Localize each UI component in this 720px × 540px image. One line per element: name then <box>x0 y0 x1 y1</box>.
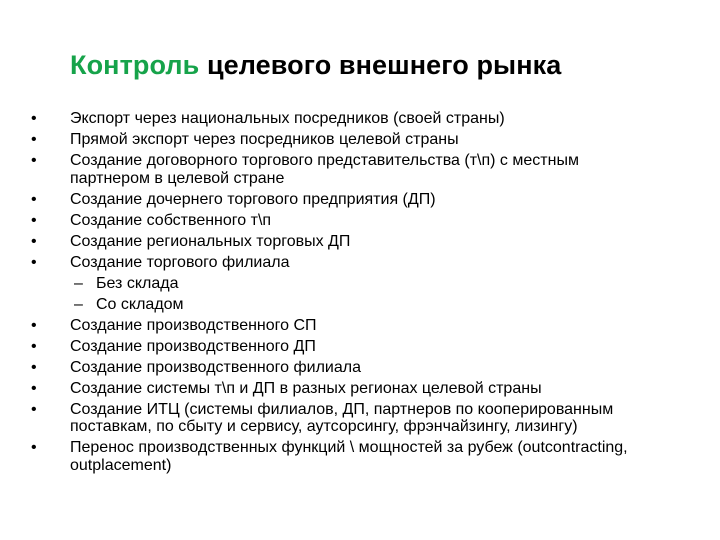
list-item <box>0 131 720 149</box>
list-item-text: Создание дочернего торгового предприятия (ДП) <box>70 190 436 208</box>
sub-list-item <box>0 296 720 314</box>
bullet-list <box>0 110 720 478</box>
bullet-marker: • <box>31 337 37 355</box>
list-item <box>0 152 720 187</box>
list-item-text: Создание региональных торговых ДП <box>70 232 351 250</box>
dash-marker: – <box>74 274 83 292</box>
bullet-marker: • <box>31 379 37 397</box>
bullet-marker: • <box>31 358 37 376</box>
bullet-marker: • <box>31 110 37 127</box>
dash-marker: – <box>74 295 83 313</box>
title-rest: целевого внешнего рынка <box>199 50 562 80</box>
list-item <box>0 254 720 272</box>
list-item-text: Экспорт через национальных посредников (своей страны) <box>70 110 505 127</box>
list-item-text: Создание ИТЦ (системы филиалов, ДП, партнеров по кооперированным поставкам, по сбыту и сервису, аутсорсингу, фрэнчайзингу, лизингу) <box>70 400 614 435</box>
bullet-marker: • <box>31 400 37 418</box>
page-title <box>70 50 561 81</box>
bullet-marker: • <box>31 190 37 208</box>
list-item <box>0 401 720 436</box>
bullet-marker: • <box>31 316 37 334</box>
bullet-marker: • <box>31 253 37 271</box>
list-item-text: Создание производственного ДП <box>70 337 316 355</box>
list-item-text: Создание собственного т\п <box>70 211 272 229</box>
sub-list-item <box>0 275 720 293</box>
bullet-marker: • <box>31 439 37 456</box>
list-item-text: Со складом <box>96 295 184 313</box>
list-item <box>0 439 720 474</box>
list-item <box>0 317 720 335</box>
list-item-text: Создание производственного СП <box>70 316 317 334</box>
list-item <box>0 212 720 230</box>
title-accent-word: Контроль <box>70 50 200 80</box>
bullet-marker: • <box>31 152 37 169</box>
list-item-text: Создание договорного торгового представительства (т\п) с местным партнером в целевой стране <box>70 152 579 187</box>
list-item <box>0 233 720 251</box>
list-item-text: Перенос производственных функций \ мощностей за рубеж (outcontracting, outplacement) <box>70 439 628 474</box>
list-item-text: Без склада <box>96 274 179 292</box>
bullet-marker: • <box>31 232 37 250</box>
list-item <box>0 359 720 377</box>
list-item-text: Создание системы т\п и ДП в разных регионах целевой страны <box>70 379 542 397</box>
list-item <box>0 338 720 356</box>
bullet-marker: • <box>31 211 37 229</box>
list-item <box>0 191 720 209</box>
list-item-text: Прямой экспорт через посредников целевой страны <box>70 131 459 148</box>
bullet-marker: • <box>31 131 37 148</box>
list-item-text: Создание производственного филиала <box>70 358 361 376</box>
list-item-text: Создание торгового филиала <box>70 253 290 271</box>
list-item <box>0 110 720 128</box>
list-item <box>0 380 720 398</box>
